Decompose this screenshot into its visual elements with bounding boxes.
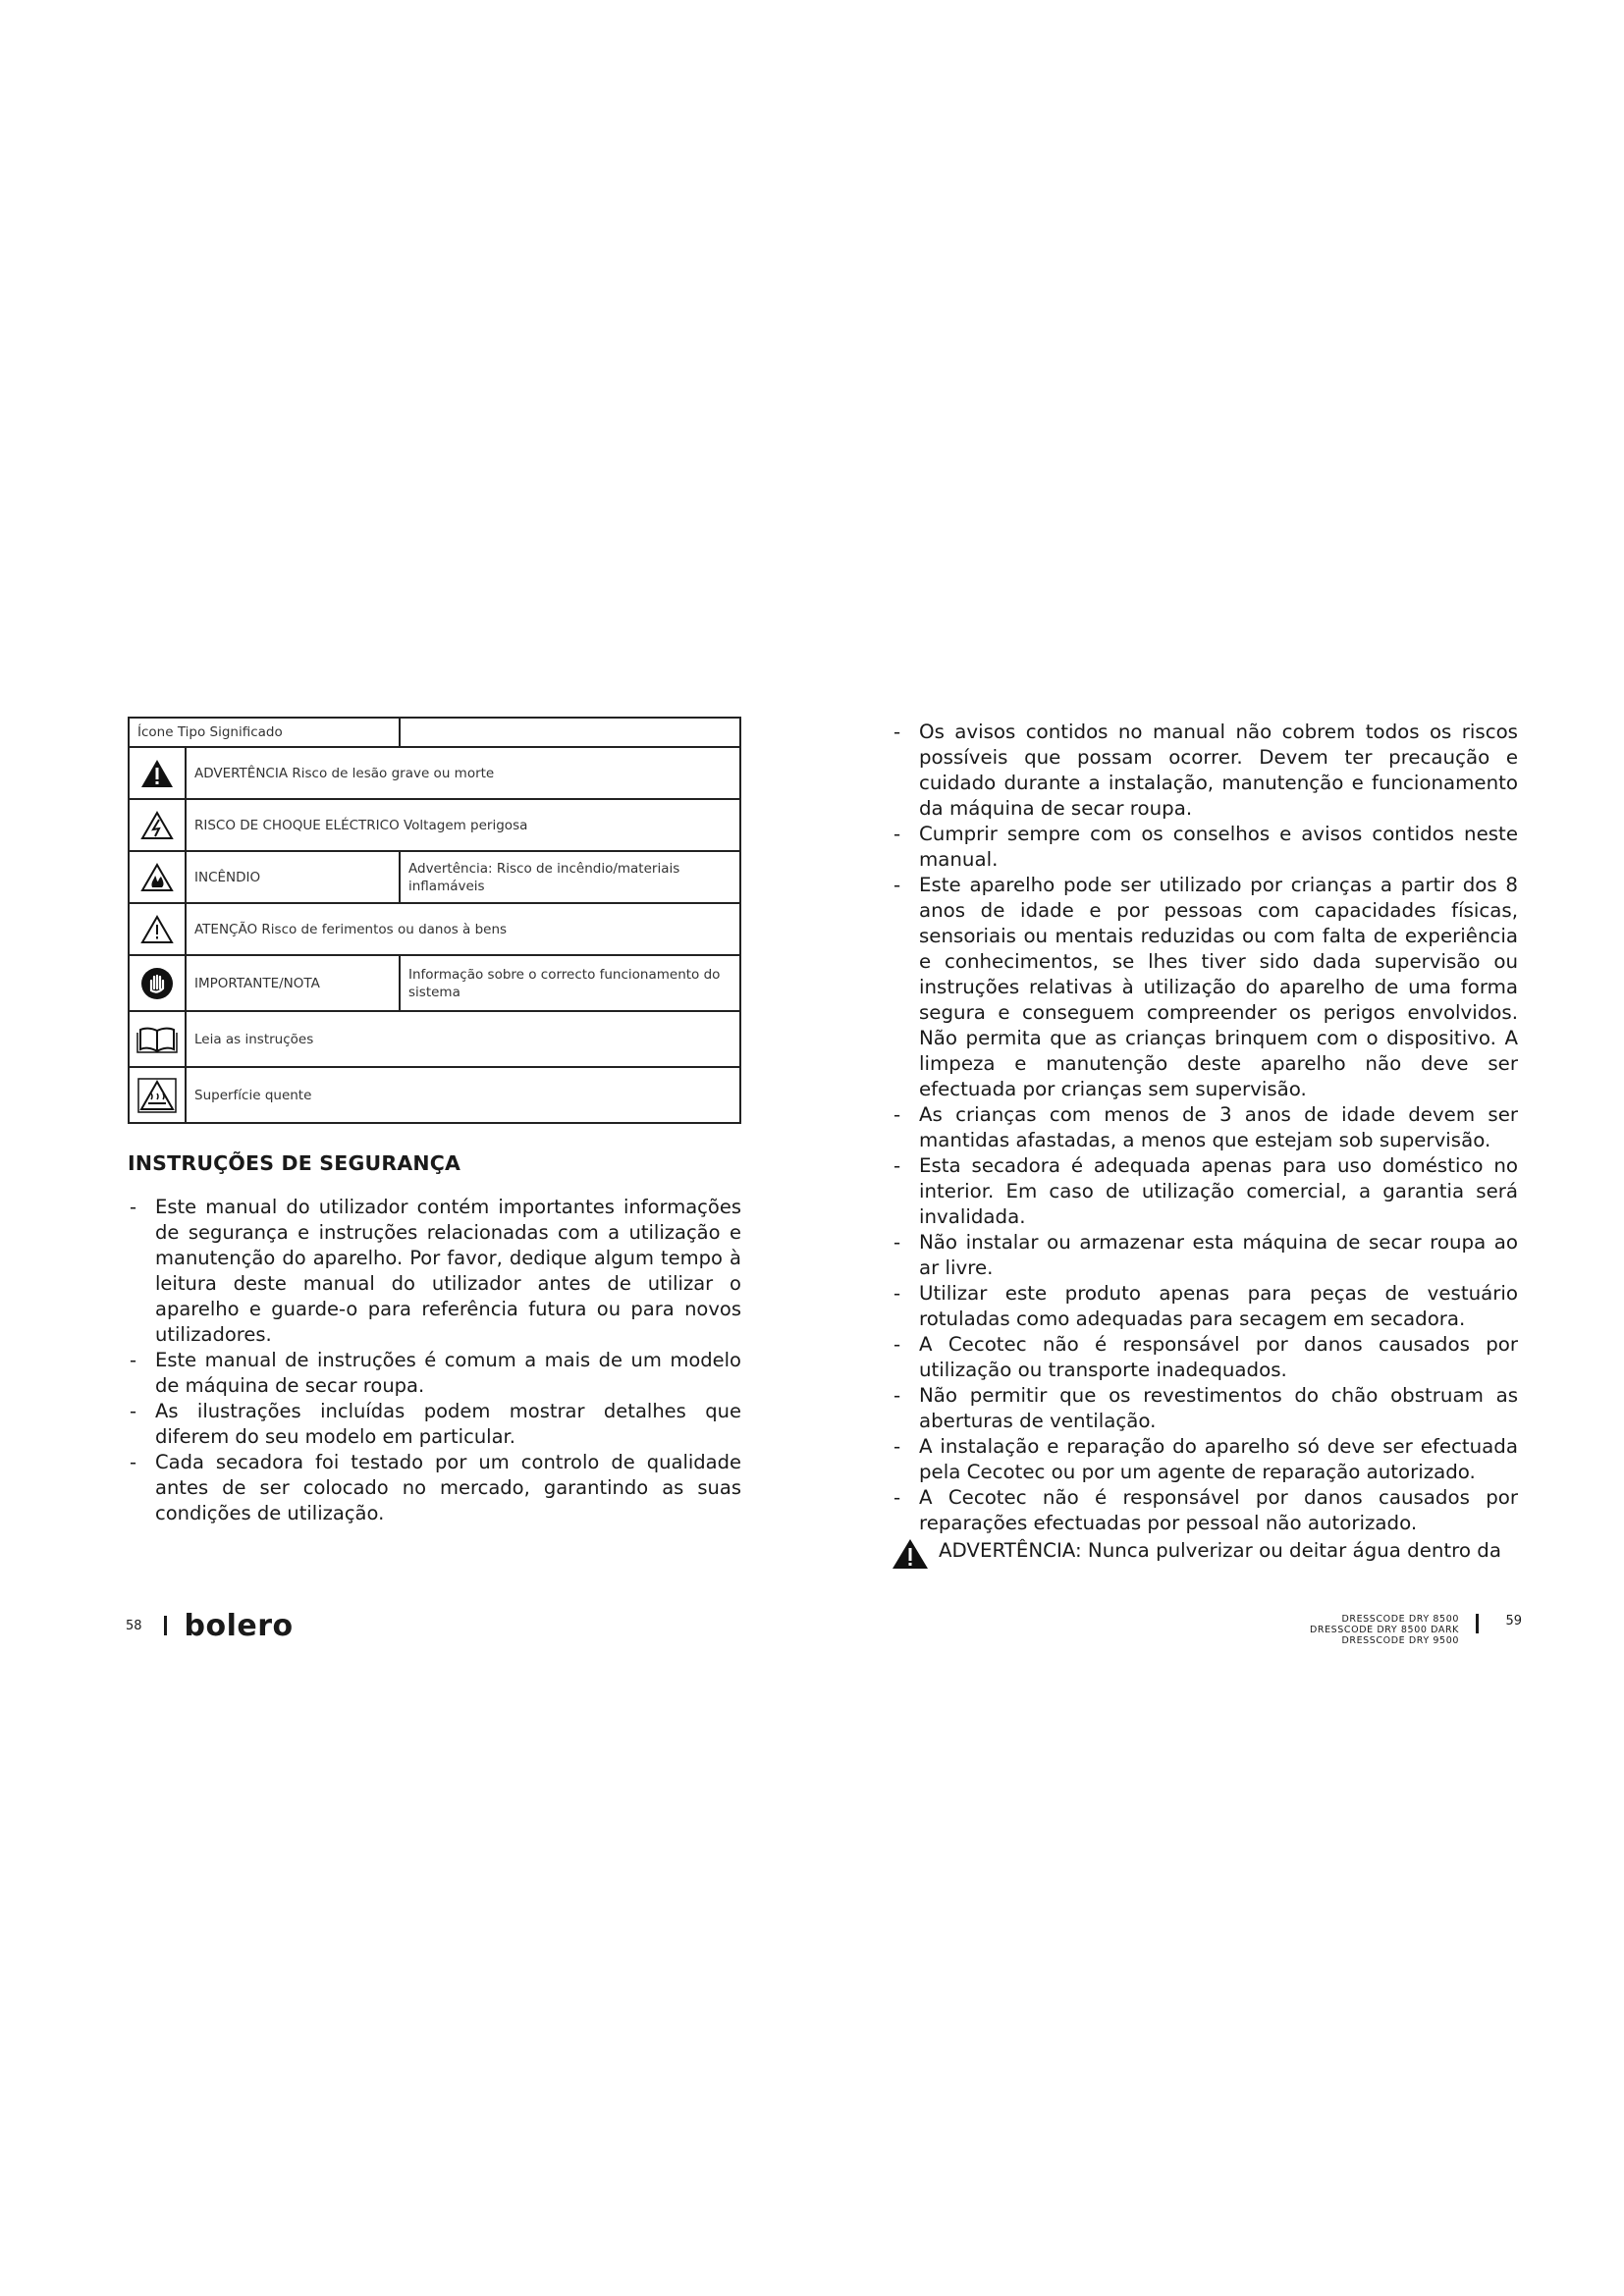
table-header-empty: [400, 718, 740, 747]
table-header-cell: Ícone Tipo Significado: [129, 718, 400, 747]
footer-divider: [1476, 1614, 1479, 1633]
page-number: 58: [126, 1618, 142, 1633]
model-list: [1310, 1614, 1459, 1646]
list-item: - Este manual de instruções é comum a mais de um modelo de máquina de secar roupa.: [128, 1348, 741, 1399]
table-cell-type: Superfície quente: [186, 1067, 740, 1123]
list-item: - Cumprir sempre com os conselhos e avisos contidos neste manual.: [892, 822, 1518, 873]
right-bullet-list: [892, 720, 1518, 1536]
list-item: - Este manual do utilizador contém importantes informações de segurança e instruções relacionadas com a utilização e manutenção do aparelho. Por favor, dedique algum tempo à leitura deste manual do utilizador antes de utilizar o aparelho e guarde-o para referência futura ou para novos utilizadores.: [128, 1195, 741, 1348]
table-cell-type: ATENÇÃO Risco de ferimentos ou danos à bens: [186, 903, 740, 955]
hand-stop-icon: [129, 955, 186, 1011]
left-page: [128, 717, 741, 1526]
footer-divider: [164, 1616, 167, 1635]
footer-right: [1237, 1610, 1522, 1657]
list-item: - A instalação e reparação do aparelho só deve ser efectuada pela Cecotec ou por um agente de reparação autorizado.: [892, 1434, 1518, 1485]
model-name: DRESSCODE DRY 9500: [1341, 1635, 1459, 1646]
symbols-table: [128, 717, 741, 1124]
brand-logo: bolero: [184, 1608, 294, 1643]
list-item: - Não instalar ou armazenar esta máquina de secar roupa ao ar livre.: [892, 1230, 1518, 1281]
list-item: - Utilizar este produto apenas para peças de vestuário rotuladas como adequadas para secagem em secadora.: [892, 1281, 1518, 1332]
table-cell-meaning: Advertência: Risco de incêndio/materiais inflamáveis: [400, 851, 740, 903]
table-cell-type: RISCO DE CHOQUE ELÉCTRICO Voltagem perigosa: [186, 799, 740, 851]
right-page: [892, 720, 1518, 1564]
list-item: - Cada secadora foi testado por um controlo de qualidade antes de ser colocado no mercado, garantindo as suas condições de utilização.: [128, 1450, 741, 1526]
list-item: - Este aparelho pode ser utilizado por crianças a partir dos 8 anos de idade e por pessoas com capacidades físicas, sensoriais ou mentais reduzidas ou com falta de experiência e conhecimentos, se lhes tiver sido dada supervisão ou instruções relativas à utilização do aparelho de uma forma segura e conseguem compreender os perigos envolvidos. Não permita que as crianças brinquem com o dispositivo. A limpeza e manutenção deste aparelho não deve ser efectuada por crianças sem supervisão.: [892, 873, 1518, 1102]
list-item: - Esta secadora é adequada apenas para uso doméstico no interior. Em caso de utilização comercial, a garantia será invalidada.: [892, 1153, 1518, 1230]
warning-text: ADVERTÊNCIA: Nunca pulverizar ou deitar água dentro da: [939, 1539, 1501, 1562]
table-cell-meaning: Informação sobre o correcto funcionamento do sistema: [400, 955, 740, 1011]
list-item: - A Cecotec não é responsável por danos causados por reparações efectuadas por pessoal não autorizado.: [892, 1485, 1518, 1536]
table-row: [129, 799, 740, 851]
model-name: DRESSCODE DRY 8500 DARK: [1309, 1625, 1459, 1635]
section-title: INSTRUÇÕES DE SEGURANÇA: [128, 1151, 461, 1175]
electric-shock-icon: [129, 799, 186, 851]
page-number: 59: [1505, 1614, 1522, 1629]
table-cell-type: INCÊNDIO: [186, 851, 400, 903]
list-item: - As crianças com menos de 3 anos de idade devem ser mantidas afastadas, a menos que estejam sob supervisão.: [892, 1102, 1518, 1153]
model-name: DRESSCODE DRY 8500: [1341, 1614, 1459, 1625]
table-cell-type: IMPORTANTE/NOTA: [186, 955, 400, 1011]
warning-filled-icon: [129, 747, 186, 799]
table-row: [129, 1067, 740, 1123]
caution-icon: [129, 903, 186, 955]
table-row: [129, 1011, 740, 1067]
list-item: - Os avisos contidos no manual não cobrem todos os riscos possíveis que possam ocorrer. Devem ter precaução e cuidado durante a instalação, manutenção e funcionamento da máquina de secar roupa.: [892, 720, 1518, 822]
table-row: [129, 747, 740, 799]
list-item: - As ilustrações incluídas podem mostrar detalhes que diferem do seu modelo em particular.: [128, 1399, 741, 1450]
table-cell-type: ADVERTÊNCIA Risco de lesão grave ou morte: [186, 747, 740, 799]
book-icon: [129, 1011, 186, 1067]
table-row: [129, 851, 740, 903]
list-item: - A Cecotec não é responsável por danos causados por utilização ou transporte inadequados.: [892, 1332, 1518, 1383]
table-row: [129, 955, 740, 1011]
warning-line: [892, 1538, 1518, 1564]
table-header-row: [129, 718, 740, 747]
left-bullet-list: [128, 1195, 741, 1526]
hot-surface-icon: [129, 1067, 186, 1123]
list-item: - Não permitir que os revestimentos do chão obstruam as aberturas de ventilação.: [892, 1383, 1518, 1434]
warning-filled-icon: [892, 1538, 929, 1576]
fire-icon: [129, 851, 186, 903]
footer-left: [126, 1606, 294, 1645]
table-cell-type: Leia as instruções: [186, 1011, 740, 1067]
table-row: [129, 903, 740, 955]
